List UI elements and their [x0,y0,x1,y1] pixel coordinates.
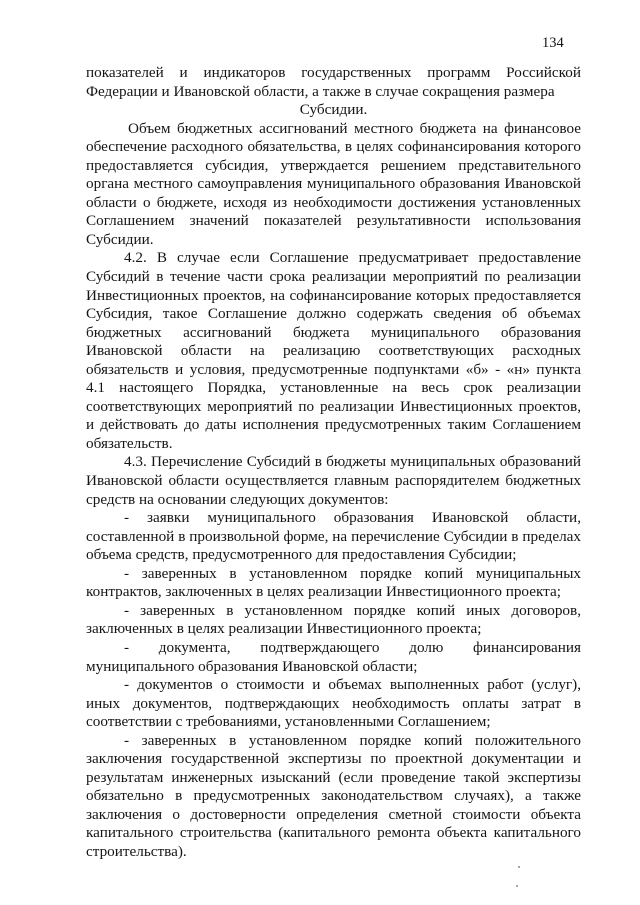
list-item-contracts: - заверенных в установленном порядке копий муниципальных контрактов, заключенных в целях реализации Инвестиционного проекта; [86,564,581,601]
paragraph-continuation-end: Субсидии. [299,101,368,119]
list-item-work-cost: - документов о стоимости и объемах выполненных работ (услуг), иных документов, подтверждающих необходимость оплаты затрат в соответствии с требованиями, установленными Соглашением; [86,676,581,731]
scan-speck [518,866,520,868]
list-item-expertise: - заверенных в установленном порядке копий положительного заключения государственной экспертизы по проектной документации и результатам инженерных изысканий (если проведение такой экспертизы обязательно в предусмотренных законодательством случаях), а также заключения о достоверности определения сметной стоимости объекта капитального строительства (капитального ремонта объекта капитального строительства). [86,731,581,860]
list-item-financing-share: - документа, подтверждающего долю финансирования муниципального образования Ивановской области; [86,638,581,675]
scan-speck [516,885,518,887]
document-body [86,64,581,862]
paragraph-budget-volume: Объем бюджетных ассигнований местного бюджета на финансовое обеспечение расходного обязательства, в целях софинансирования которого предоставляется субсидия, утверждается решением представительного органа местного самоуправления муниципального образования Ивановской области о бюджете, исходя из необходимости достижения установленных Соглашением значений показателей результативности использования Субсидии. [86,119,581,248]
paragraph-continuation: показателей и индикаторов государственных программ Российской Федерации и Ивановской области, а также в случае сокращения размера [86,64,581,100]
paragraph-4-2: 4.2. В случае если Соглашение предусматривает предоставление Субсидий в течение части срока реализации мероприятий по реализации Инвестиционных проектов, на софинансирование которых предоставляется Субсидия, такое Соглашение должно содержать сведения об объемах бюджетных ассигнований бюджета муниципального образования Ивановской области на реализацию соответствующих расходных обязательств и условия, предусмотренные подпунктами «б» - «н» пункта 4.1 настоящего Порядка, установленные на весь срок реализации соответствующих мероприятий по реализации Инвестиционных проектов, и действовать до даты исполнения предусмотренных таким Соглашением обязательств. [86,249,581,452]
page-number: 134 [542,35,564,51]
list-item-application: - заявки муниципального образования Ивановской области, составленной в произвольной форме, на перечисление Субсидии в пределах объема средств, предусмотренного для предоставления Субсидии; [86,509,581,564]
paragraph-4-3: 4.3. Перечисление Субсидий в бюджеты муниципальных образований Ивановской области осуществляется главным распорядителем бюджетных средств на основании следующих документов: [86,453,581,508]
list-item-other-agreements: - заверенных в установленном порядке копий иных договоров, заключенных в целях реализации Инвестиционного проекта; [86,601,581,638]
